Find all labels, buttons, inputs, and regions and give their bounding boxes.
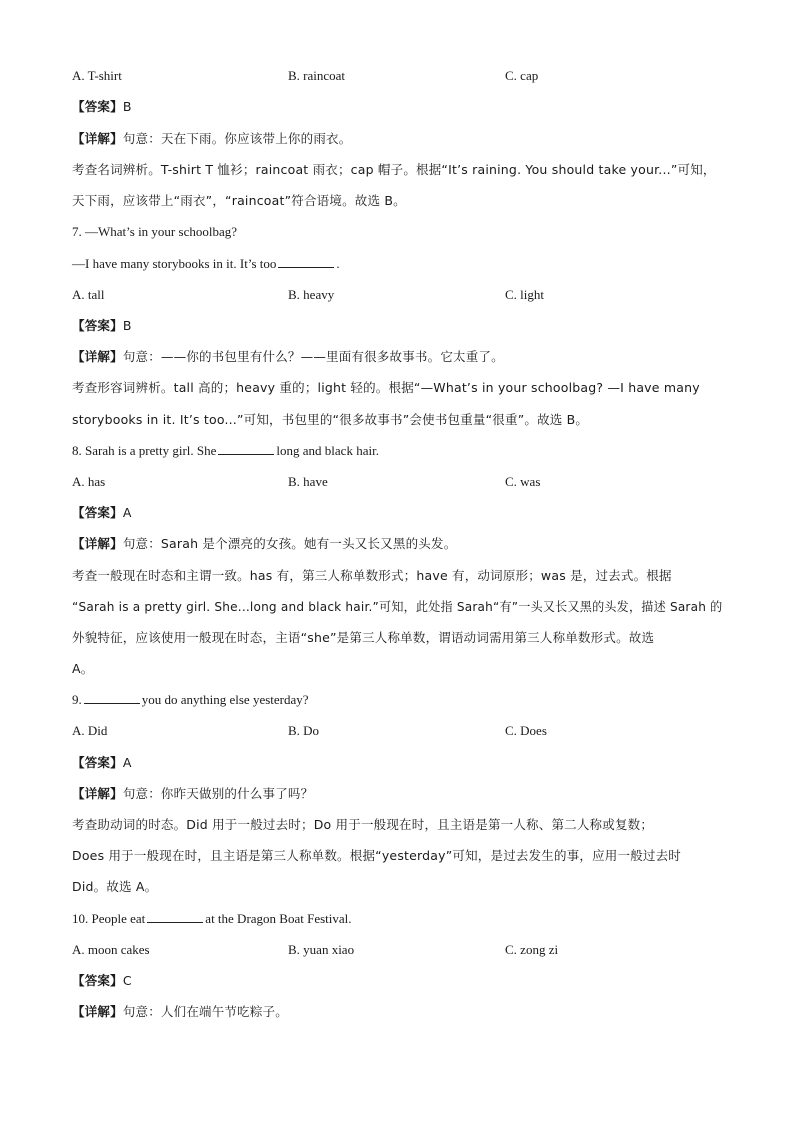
answer-value: B — [122, 318, 132, 333]
answer-tag: 【答案】 — [72, 318, 123, 333]
q10-detail — [72, 1002, 722, 1022]
q9-option-b: B. Do — [288, 723, 320, 738]
answer-value: A — [122, 505, 132, 520]
detail-tag: 【详解】 — [72, 536, 123, 551]
answer-blank — [84, 691, 140, 704]
detail-tag: 【详解】 — [72, 349, 123, 364]
answer-tag: 【答案】 — [72, 99, 123, 114]
answer-tag: 【答案】 — [72, 505, 123, 520]
q9-answer — [72, 753, 722, 773]
q7-stem-text: —I have many storybooks in it. It’s too — [72, 256, 277, 271]
q10-stem-text: 10. People eat — [72, 911, 146, 926]
q9-analysis-line-2: Does 用于一般现在时，且主语是第三人称单数。根据“yesterday”可知，是过去发生的事，应用一般过去时 — [72, 848, 682, 863]
detail-tag: 【详解】 — [72, 1004, 123, 1019]
q10-option-c: C. zong zi — [505, 942, 559, 957]
q6-detail — [72, 129, 722, 149]
q8-stem-end: long and black hair. — [276, 443, 379, 458]
q6-option-b: B. raincoat — [288, 68, 346, 83]
q8-analysis-line-1: 考查一般现在时态和主谓一致。has 有，第三人称单数形式；have 有，动词原形；was 是，过去式。根据 — [72, 568, 672, 583]
answer-value: C — [122, 973, 132, 988]
q7-stem-line-2 — [72, 254, 722, 274]
q8-analysis-line-3: 外貌特征，应该使用一般现在时态，主语“she”是第三人称单数，谓语动词需用第三人称单数形式。故选 — [72, 630, 655, 645]
q8-option-c: C. was — [505, 474, 541, 489]
q7-option-b: B. heavy — [288, 287, 335, 302]
answer-tag: 【答案】 — [72, 755, 123, 770]
q8-option-a: A. has — [72, 474, 106, 489]
q6-analysis-line-2: 天下雨，应该带上“雨衣”，“raincoat”符合语境。故选 B。 — [72, 193, 406, 208]
detail-meaning: 句意：——你的书包里有什么？——里面有很多故事书。它太重了。 — [122, 349, 504, 364]
detail-meaning: 句意：天在下雨。你应该带上你的雨衣。 — [122, 131, 352, 146]
q6-analysis-line-1: 考查名词辨析。T-shirt T 恤衫；raincoat 雨衣；cap 帽子。根据“It’s raining. You should take your...”可知， — [72, 162, 716, 177]
q9-stem-number: 9. — [72, 692, 82, 707]
q6-option-c: C. cap — [505, 68, 539, 83]
answer-blank — [218, 442, 274, 455]
q7-option-a: A. tall — [72, 287, 105, 302]
detail-tag: 【详解】 — [72, 131, 123, 146]
q8-stem-text: 8. Sarah is a pretty girl. She — [72, 443, 217, 458]
q10-answer — [72, 971, 722, 991]
detail-meaning: 句意：Sarah 是个漂亮的女孩。她有一头又长又黑的头发。 — [122, 536, 457, 551]
q10-option-a: A. moon cakes — [72, 942, 150, 957]
q7-option-c: C. light — [505, 287, 545, 302]
q9-option-c: C. Does — [505, 723, 547, 738]
answer-value: B — [122, 99, 132, 114]
q9-stem — [72, 690, 722, 710]
q9-analysis-line-3: Did。故选 A。 — [72, 879, 158, 894]
answer-tag: 【答案】 — [72, 973, 123, 988]
q6-option-a: A. T-shirt — [72, 68, 122, 83]
q9-detail — [72, 784, 722, 804]
q8-analysis-line-4: A。 — [72, 661, 94, 676]
q7-analysis-line-1: 考查形容词辨析。tall 高的；heavy 重的；light 轻的。根据“—What’s in your schoolbag? —I have many — [72, 380, 700, 395]
detail-tag: 【详解】 — [72, 786, 123, 801]
q7-stem-end: . — [336, 256, 340, 271]
answer-blank — [278, 255, 334, 268]
q8-option-b: B. have — [288, 474, 328, 489]
q9-option-a: A. Did — [72, 723, 108, 738]
q7-answer — [72, 316, 722, 336]
q9-analysis-line-1: 考查助动词的时态。Did 用于一般过去时；Do 用于一般现在时，且主语是第一人称、第二人称或复数； — [72, 817, 654, 832]
q10-stem — [72, 909, 722, 929]
q6-answer — [72, 97, 722, 117]
q8-detail — [72, 534, 722, 554]
q7-detail — [72, 347, 722, 367]
q7-stem-line-1: 7. —What’s in your schoolbag? — [72, 224, 237, 239]
q8-answer — [72, 503, 722, 523]
answer-blank — [147, 910, 203, 923]
detail-meaning: 句意：你昨天做别的什么事了吗？ — [122, 786, 314, 801]
q9-stem-text: you do anything else yesterday? — [141, 692, 309, 707]
q8-analysis-line-2: “Sarah is a pretty girl. She...long and black hair.”可知，此处指 Sarah“有”一头又长又黑的头发，描述 Sarah 的 — [72, 599, 723, 614]
q8-stem — [72, 441, 722, 461]
q10-option-b: B. yuan xiao — [288, 942, 355, 957]
q10-stem-end: at the Dragon Boat Festival. — [205, 911, 352, 926]
q7-analysis-line-2: storybooks in it. It’s too...”可知，书包里的“很多故事书”会使书包重量“很重”。故选 B。 — [72, 412, 589, 427]
detail-meaning: 句意：人们在端午节吃粽子。 — [122, 1004, 288, 1019]
answer-value: A — [122, 755, 132, 770]
